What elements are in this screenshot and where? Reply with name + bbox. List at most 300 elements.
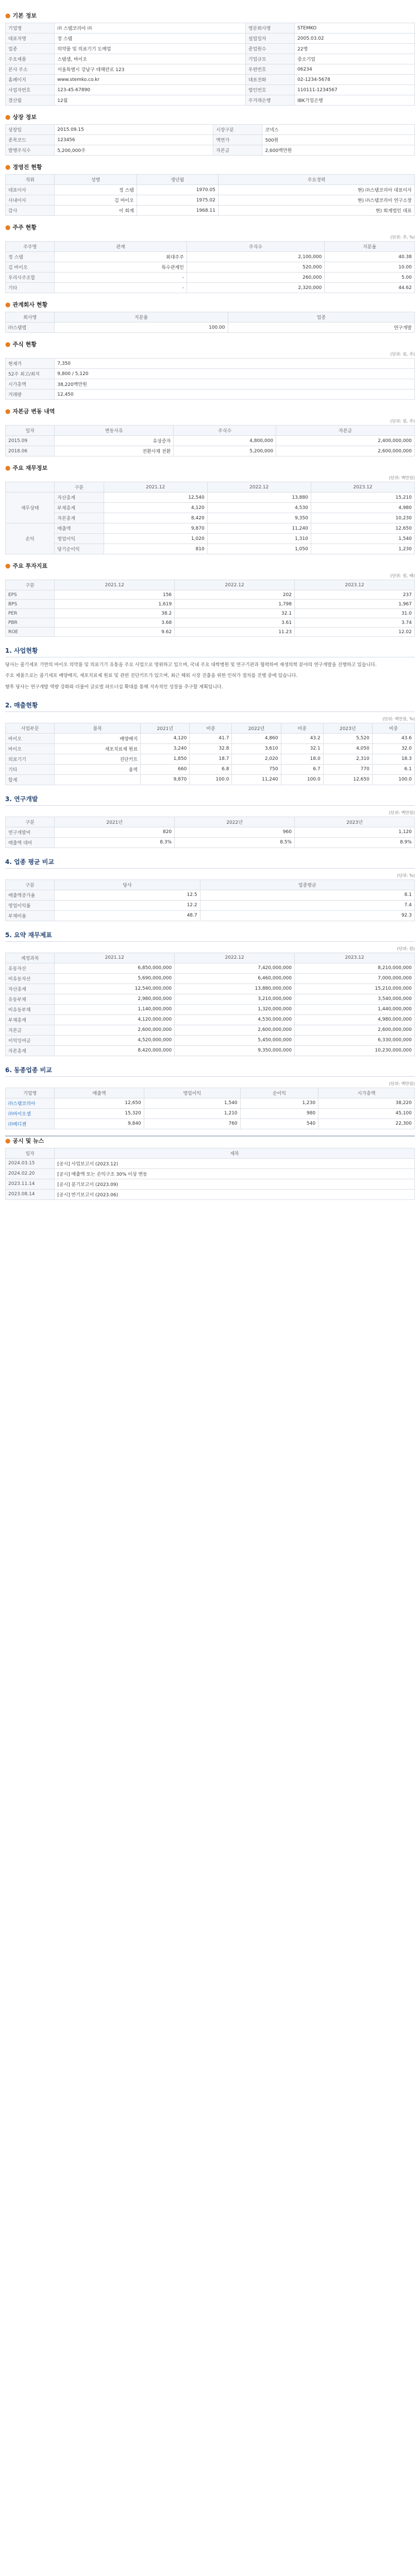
table-cell: 유동부채: [6, 994, 55, 1004]
table-cell: 7,420,000,000: [175, 963, 295, 973]
table-cell: 1968.11: [137, 206, 218, 216]
table-cell: 자본총계: [55, 513, 104, 523]
bullet-icon: ●: [5, 12, 11, 19]
table-row: [6, 600, 415, 609]
table-cell: 100.0: [372, 774, 414, 785]
table-cell: 부채총계: [55, 503, 104, 513]
table-cell: 1,540: [144, 1098, 240, 1108]
field-value: 2005.03.02: [295, 33, 415, 44]
table-row: [6, 323, 415, 333]
field-value: ㈜ 스템코리아 ㈜: [55, 23, 246, 33]
column-header: 주주명: [6, 242, 55, 252]
table-row: [6, 206, 415, 216]
table-cell: 배양배지: [55, 733, 141, 743]
peer-heading: 6. 동종업종 비교: [5, 1065, 415, 1077]
table-cell: 영업이익: [55, 534, 104, 544]
table-cell: 40.38: [325, 252, 415, 262]
column-header: 순이익: [240, 1088, 318, 1098]
listing-title: ● 상장 정보: [5, 113, 37, 121]
column-header: 사업부문: [6, 723, 55, 733]
field-value: 2,600백만원: [262, 145, 415, 156]
table-cell: 전환사채 전환: [55, 446, 174, 456]
table-header-row: [6, 953, 415, 963]
table-cell: 3.68: [55, 618, 175, 628]
table-cell: 9,870: [141, 774, 190, 785]
table-cell: 45,100: [318, 1108, 415, 1118]
table-cell: 2,600,000,000: [175, 1025, 295, 1035]
shareholders-title: ● 주주 현황: [5, 224, 37, 231]
table-cell: 비유동부채: [6, 1004, 55, 1014]
table-cell: 자산총계: [6, 984, 55, 994]
field-label: 설립일자: [245, 33, 294, 44]
table-row: [6, 436, 415, 446]
field-label: 액면가: [213, 135, 262, 145]
table-cell: 8.1: [200, 890, 414, 900]
field-label: 결산월: [6, 95, 55, 106]
table-cell: 3,540,000,000: [295, 994, 415, 1004]
news-link[interactable]: [공시] 사업보고서 (2023.12): [55, 1158, 415, 1168]
table-row: [6, 135, 415, 145]
field-label: 시가총액: [6, 379, 55, 389]
table-row: [6, 369, 415, 379]
table-cell: 1,967: [295, 600, 415, 609]
table-row: [6, 283, 415, 293]
table-cell: [55, 774, 141, 785]
column-header: 2023.12: [295, 953, 415, 963]
unit-label: (단위: 백만원, %): [382, 716, 415, 721]
column-header: 업종: [228, 312, 414, 323]
table-cell: 1,230: [240, 1098, 318, 1108]
table-row: [6, 973, 415, 984]
table-cell: 15,210: [311, 493, 414, 503]
table-row: [6, 75, 415, 85]
table-row: [6, 523, 415, 534]
column-header: 2022.12: [175, 580, 295, 590]
table-cell: 김 바이오: [55, 195, 137, 206]
table-row: [6, 754, 415, 764]
table-cell: 38.2: [55, 609, 175, 618]
table-cell: 660: [141, 764, 190, 774]
table-cell: 10,230,000,000: [295, 1045, 415, 1056]
table-cell: 유동자산: [6, 963, 55, 973]
table-cell: 6,330,000,000: [295, 1035, 415, 1045]
field-label: 본사 주소: [6, 64, 55, 75]
company-link[interactable]: ㈜바이오셀: [6, 1108, 55, 1118]
table-cell: 6.1: [372, 764, 414, 774]
table-row: [6, 359, 415, 369]
table-cell: 12.5: [55, 890, 200, 900]
table-cell: 44.62: [325, 283, 415, 293]
table-cell: 진단키트: [55, 754, 141, 764]
table-row: [6, 85, 415, 95]
table-cell: 1,050: [207, 544, 311, 554]
table-row: [6, 544, 415, 554]
bullet-icon: ●: [5, 562, 11, 569]
table-cell: 2024.02.20: [6, 1168, 55, 1179]
table-cell: 1,120: [295, 827, 415, 837]
bullet-icon: ●: [5, 408, 11, 415]
field-value: 코넥스: [262, 125, 415, 135]
table-row: [6, 1168, 415, 1179]
field-label: 대표자명: [6, 33, 55, 44]
table-row: [6, 994, 415, 1004]
table-cell: 18.0: [281, 754, 323, 764]
table-cell: 최대주주: [55, 252, 187, 262]
column-header: 지분율: [325, 242, 415, 252]
table-cell: 4,530,000,000: [175, 1014, 295, 1025]
column-header: 구분: [55, 482, 104, 493]
table-cell: 정 스템: [6, 252, 55, 262]
table-cell: 32.8: [190, 743, 232, 754]
table-row: [6, 379, 415, 389]
column-header: 주요경력: [218, 175, 414, 185]
column-header: 제목: [55, 1148, 415, 1158]
table-cell: 12,540: [104, 493, 207, 503]
investment-index-table: [5, 580, 415, 637]
table-cell: 영업이익률: [6, 900, 55, 910]
rnd-table: [5, 817, 415, 848]
table-cell: 8,420,000,000: [55, 1045, 175, 1056]
column-header: 비중: [372, 723, 414, 733]
field-label: 종업원수: [245, 44, 294, 54]
table-cell: 1,619: [55, 600, 175, 609]
table-cell: 사내이사: [6, 195, 55, 206]
table-cell: 11,240: [207, 523, 311, 534]
table-row: [6, 1179, 415, 1189]
table-cell: 8.9%: [295, 837, 415, 848]
column-header: 회사명: [6, 312, 55, 323]
table-cell: 현) 회계법인 대표: [218, 206, 414, 216]
table-header-row: [6, 482, 415, 493]
table-cell: 연구개발: [228, 323, 414, 333]
column-header: 2022.12: [207, 482, 311, 493]
field-label: 기업규모: [245, 54, 294, 64]
table-cell: 9.62: [55, 628, 175, 637]
table-row: [6, 493, 415, 503]
table-row: [6, 1098, 415, 1108]
table-cell: 현) ㈜스템코리아 대표이사: [218, 185, 414, 195]
table-cell: 960: [175, 827, 295, 837]
field-label: 발행주식수: [6, 145, 55, 156]
table-cell: 세포치료제 원료: [55, 743, 141, 754]
table-cell: 1,230: [311, 544, 414, 554]
table-row: [6, 54, 415, 64]
bullet-icon: ●: [5, 464, 11, 471]
company-link[interactable]: ㈜메디젠: [6, 1118, 55, 1129]
field-label: 거래량: [6, 389, 55, 400]
table-cell: 4,050: [323, 743, 372, 754]
field-label: 기업명: [6, 23, 55, 33]
table-cell: 매출액: [55, 523, 104, 534]
table-cell: 1,210: [144, 1108, 240, 1118]
unit-label: (단위: 원, 주): [390, 352, 415, 357]
table-cell: 8,210,000,000: [295, 963, 415, 973]
column-header: 품목: [55, 723, 141, 733]
listing-table: [5, 124, 415, 156]
news-link[interactable]: [공시] 분기보고서 (2023.09): [55, 1179, 415, 1189]
column-header: 일자: [6, 426, 55, 436]
field-value: 서울특별시 강남구 테헤란로 123: [55, 64, 246, 75]
table-cell: 820: [55, 827, 175, 837]
table-cell: 1,310: [207, 534, 311, 544]
column-header: 2021.12: [104, 482, 207, 493]
table-row: [6, 262, 415, 273]
table-cell: 1,440,000,000: [295, 1004, 415, 1014]
table-cell: 유상증자: [55, 436, 174, 446]
table-header-row: [6, 580, 415, 590]
field-value: 123456: [55, 135, 213, 145]
table-cell: 15,320: [55, 1108, 144, 1118]
table-cell: 바이오: [6, 743, 55, 754]
table-cell: 1975.02: [137, 195, 218, 206]
news-title: ● 공시 및 뉴스: [5, 1136, 415, 1145]
table-row: [6, 446, 415, 456]
column-header: 시가총액: [318, 1088, 415, 1098]
table-header-row: [6, 1088, 415, 1098]
table-cell: 156: [55, 590, 175, 600]
column-header: 직위: [6, 175, 55, 185]
table-row: [6, 609, 415, 618]
field-value: 7,350: [55, 359, 415, 369]
table-header-row: [6, 1148, 415, 1158]
field-value: 110111-1234567: [295, 85, 415, 95]
unit-label: (단위: %): [397, 873, 415, 878]
field-value: 9,800 / 5,120: [55, 369, 415, 379]
table-header-row: [6, 426, 415, 436]
table-cell: 1,020: [104, 534, 207, 544]
table-cell: 2,400,000,000: [276, 436, 415, 446]
column-header: 2023년: [323, 723, 372, 733]
field-value: 500원: [262, 135, 415, 145]
field-value: 2015.09.15: [55, 125, 213, 135]
rnd-heading: 3. 연구개발: [5, 794, 415, 806]
column-header: 2023.12: [295, 580, 415, 590]
table-header-row: [6, 242, 415, 252]
table-row: [6, 827, 415, 837]
ratios-heading: 4. 업종 평균 비교: [5, 857, 415, 869]
stock-info-table: [5, 358, 415, 400]
table-row: [6, 837, 415, 848]
table-row: [6, 534, 415, 544]
table-cell: 1,320,000,000: [175, 1004, 295, 1014]
table-cell: 9,840: [55, 1118, 144, 1129]
table-cell: 4,530: [207, 503, 311, 513]
table-row: [6, 64, 415, 75]
table-cell: 9,350,000,000: [175, 1045, 295, 1056]
table-cell: 48.7: [55, 910, 200, 921]
table-row: [6, 628, 415, 637]
subs-title: ● 관계회사 현황: [5, 301, 48, 308]
table-cell: 1,140,000,000: [55, 1004, 175, 1014]
table-row: [6, 145, 415, 156]
unit-label: (단위: 원, 주): [390, 419, 415, 423]
table-cell: 32.1: [175, 609, 295, 618]
business-text: [5, 662, 415, 691]
table-cell: 6.8: [190, 764, 232, 774]
field-value: 스템셀, 바이오: [55, 54, 246, 64]
column-header: 2021.12: [55, 953, 175, 963]
table-cell: 5,520: [323, 733, 372, 743]
column-header: [6, 482, 55, 493]
column-header: 생년월: [137, 175, 218, 185]
table-row: [6, 764, 415, 774]
table-cell: PBR: [6, 618, 55, 628]
table-cell: 2,310: [323, 754, 372, 764]
table-cell: 43.2: [281, 733, 323, 743]
column-header: 2021년: [55, 817, 175, 827]
table-cell: 4,120: [141, 733, 190, 743]
table-cell: ROE: [6, 628, 55, 637]
table-cell: ㈜스템랩: [6, 323, 55, 333]
table-row: [6, 23, 415, 33]
table-cell: 202: [175, 590, 295, 600]
table-cell: 2024.03.15: [6, 1158, 55, 1168]
column-header: 변동사유: [55, 426, 174, 436]
column-header: 2021.12: [55, 580, 175, 590]
company-link[interactable]: ㈜스템코리아: [6, 1098, 55, 1108]
table-cell: 2,980,000,000: [55, 994, 175, 1004]
bullet-icon: ●: [5, 163, 11, 171]
business-heading: 1. 사업현황: [5, 646, 415, 657]
table-row: [6, 273, 415, 283]
table-cell: 760: [144, 1118, 240, 1129]
bullet-icon: ●: [5, 224, 11, 231]
table-header-row: [6, 879, 415, 890]
table-cell: BPS: [6, 600, 55, 609]
field-value: 중소기업: [295, 54, 415, 64]
table-row: [6, 185, 415, 195]
table-cell: 4,120: [104, 503, 207, 513]
table-cell: 9,870: [104, 523, 207, 534]
sales-heading: 2. 매출현황: [5, 701, 415, 712]
table-cell: -: [55, 283, 187, 293]
field-value: 38,220백만원: [55, 379, 415, 389]
table-cell: 2023.08.14: [6, 1189, 55, 1199]
table-cell: 15,210,000,000: [295, 984, 415, 994]
table-row: [6, 95, 415, 106]
table-cell: 12,540,000,000: [55, 984, 175, 994]
column-header: 2021년: [141, 723, 190, 733]
field-value: STEMKO: [295, 23, 415, 33]
table-cell: 8.5%: [175, 837, 295, 848]
field-label: 법인번호: [245, 85, 294, 95]
table-cell: 13,880,000,000: [175, 984, 295, 994]
table-cell: 770: [323, 764, 372, 774]
field-label: 영문회사명: [245, 23, 294, 33]
field-label: 주거래은행: [245, 95, 294, 106]
table-cell: 12,650: [55, 1098, 144, 1108]
table-cell: 4,980,000,000: [295, 1014, 415, 1025]
table-row: [6, 1118, 415, 1129]
table-cell: 2018.06: [6, 446, 55, 456]
table-cell: 자본총계: [6, 1045, 55, 1056]
paragraph: 당사는 줄기세포 기반의 바이오 의약품 및 의료기기 유통을 주요 사업으로 영위하고 있으며, 국내 주요 대학병원 및 연구기관과 협력하여 재생의학 분야의 연구개발을 진행하고 있습니다.: [5, 663, 377, 668]
fin2-title: ● 주요 투자지표: [5, 562, 48, 569]
table-cell: 6.7: [281, 764, 323, 774]
ratios-table: [5, 879, 415, 921]
table-cell: 31.0: [295, 609, 415, 618]
table-cell: 2,320,000: [187, 283, 325, 293]
table-cell: 100.0: [281, 774, 323, 785]
table-row: [6, 890, 415, 900]
table-cell: 10.00: [325, 262, 415, 273]
paragraph: 향후 당사는 연구개발 역량 강화와 더불어 글로벌 파트너십 확대를 통해 지속적인 성장을 추구할 계획입니다.: [5, 684, 223, 690]
table-cell: 매출액 대비: [6, 837, 55, 848]
table-header-row: [6, 817, 415, 827]
capital-table: [5, 425, 415, 456]
news-link[interactable]: [공시] 매출액 또는 손익구조 30% 이상 변동: [55, 1168, 415, 1179]
table-cell: 합계: [6, 774, 55, 785]
group-label: 손익: [6, 523, 55, 554]
field-label: 대표전화: [245, 75, 294, 85]
field-value: 12,450: [55, 389, 415, 400]
table-row: [6, 513, 415, 523]
table-row: [6, 195, 415, 206]
stockinfo-title: ● 주식 현황: [5, 341, 37, 348]
table-cell: 대표이사: [6, 185, 55, 195]
table-cell: 100.0: [190, 774, 232, 785]
table-row: [6, 618, 415, 628]
table-cell: 비유동자산: [6, 973, 55, 984]
field-value: 의약품 및 의료기기 도매업: [55, 44, 246, 54]
bullet-icon: ●: [5, 113, 11, 121]
field-value: 12월: [55, 95, 246, 106]
column-header: 업종평균: [200, 879, 414, 890]
paragraph: 주요 제품으로는 줄기세포 배양배지, 세포치료제 원료 및 관련 진단키트가 있으며, 최근 해외 시장 진출을 위한 인허가 절차를 진행 중에 있습니다.: [5, 673, 298, 679]
table-cell: 4,980: [311, 503, 414, 513]
table-cell: 12.2: [55, 900, 200, 910]
unit-label: (단위: 백만원): [389, 476, 415, 480]
table-cell: 100.00: [55, 323, 228, 333]
table-cell: 김 바이오: [6, 262, 55, 273]
table-cell: 520,000: [187, 262, 325, 273]
table-cell: 11.23: [175, 628, 295, 637]
financial-statement-table: [5, 953, 415, 1056]
bullet-icon: ●: [5, 341, 11, 348]
column-header: 2022년: [175, 817, 295, 827]
table-cell: 기타: [6, 764, 55, 774]
table-cell: 자본금: [6, 1025, 55, 1035]
table-cell: 38,220: [318, 1098, 415, 1108]
table-cell: 5,690,000,000: [55, 973, 175, 984]
table-cell: 4,520,000,000: [55, 1035, 175, 1045]
table-cell: 6,850,000,000: [55, 963, 175, 973]
table-cell: 1,850: [141, 754, 190, 764]
table-cell: 8,420: [104, 513, 207, 523]
table-row: [6, 963, 415, 973]
field-label: 사업자번호: [6, 85, 55, 95]
table-cell: 당기순이익: [55, 544, 104, 554]
bullet-icon: ●: [5, 1137, 11, 1144]
table-cell: 4,120,000,000: [55, 1014, 175, 1025]
table-cell: 3.61: [175, 618, 295, 628]
table-cell: 자산총계: [55, 493, 104, 503]
table-cell: 92.3: [200, 910, 414, 921]
table-row: [6, 389, 415, 400]
news-table: [5, 1148, 415, 1200]
field-label: 우편번호: [245, 64, 294, 75]
table-cell: 우리사주조합: [6, 273, 55, 283]
mgmt-title: ● 경영진 현황: [5, 163, 42, 171]
table-cell: 41.7: [190, 733, 232, 743]
table-row: [6, 1158, 415, 1168]
field-label: 현재가: [6, 359, 55, 369]
table-cell: 32.0: [372, 743, 414, 754]
table-row: [6, 1108, 415, 1118]
news-link[interactable]: [공시] 반기보고서 (2023.06): [55, 1189, 415, 1199]
table-cell: 바이오: [6, 733, 55, 743]
table-row: [6, 733, 415, 743]
